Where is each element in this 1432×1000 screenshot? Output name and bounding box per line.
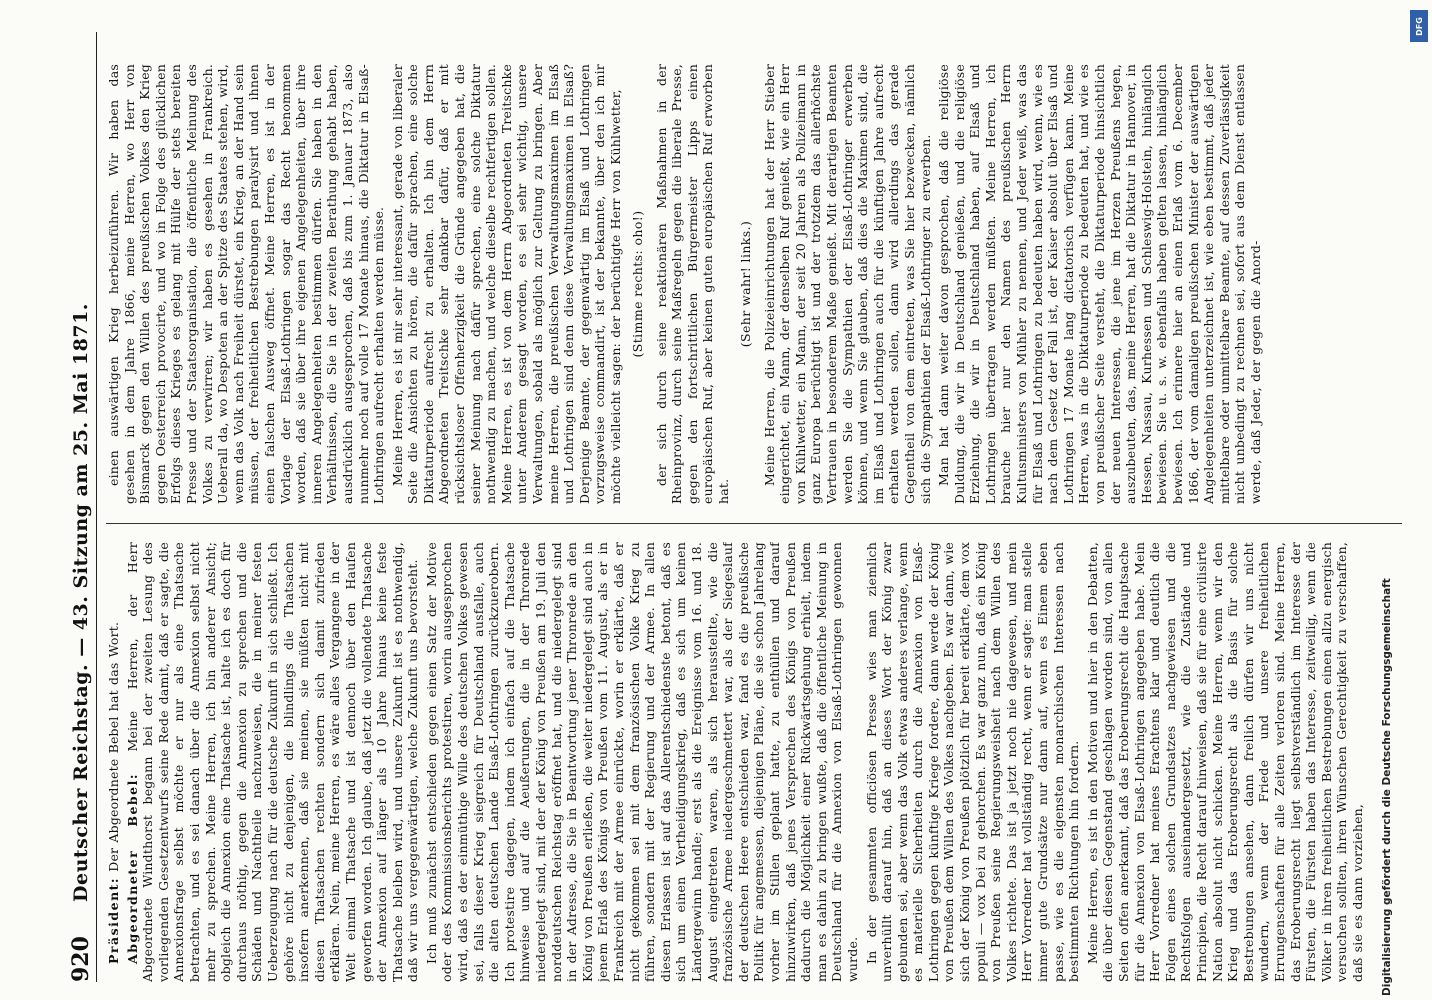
paragraph-text: Man hat dann weiter davon gesprochen, daß die religiöse Duldung, die wir in Deutschland genießen, und die religiöse Erziehung, die wir in Deutschland haben, auf Elsaß und Lothringen übertragen werden müßten. Meine Herren, ich brauche hier nur den Namen des preußischen Herrn Kultusministers von Mühler zu nennen, und Jeder weiß, was das für Elsaß und Lothringen zu bedeuten haben wird, wenn, wie es nach dem Gesetz der Fall ist, der Kaiser absolut über Elsaß und Lothringen 17 Monate lang dictatorisch verfügen kann. Meine Herren, was in die Diktaturperiode zu bedeuten hat, und wie es von preußischer Seite versteht, die Diktaturperiode hinsichtlich der neuen Interessen, die jene im Herzen Preußens hegen, auszubeuten, das, meine Herren, hat die Diktatur in Hannover, in Hessen, Nassau, Kurhessen und Schleswig-Holstein, hinlänglich bewiesen. Sie u. s. w. ebenfalls haben gelten lassen, hinlänglich bewiesen. Ich erinnere hier an einen Erlaß vom 6. December 1866, der vom damaligen preußischen Minister der auswärtigen Angelegenheiten unterzeichnet ist, wie eben bestimmt, daß jeder mittelbare oder unmittelbare Beamte, auf dessen Zuverlässigkeit nicht unbedingt zu rechnen sei, sofort aus dem Dienst entlassen werde, daß Jeder, der gegen die Anord- (936, 64, 1263, 504)
speech-paragraph (390, 64, 624, 504)
paragraph-text: Meine Herren, die Polizeieinrichtungen hat der Herr Stieber eingerichtet, ein Mann, der denselben Ruf genießt, wie ein Herr von Kühlwetter, ein Mann, der seit 20 Jahren als Polizeimann in ganz Europa berüchtigt ist und der trotzdem das allerhöchste Vertrauen in besonderem Maße genießt. Mit derartigen Beamten werden Sie die Sympathien der Elsaß-Lothringer erwerben können, und wenn Sie glauben, daß dies die Maximen sind, die im Elsaß und Lothringen auch für die künftigen Jahre aufrecht erhalten werden sollen, dann wird allerdings das gerade Gegentheil von dem eintreten, was Sie hier bezwecken, nämlich sich die Sympathien der Elsaß-Lothringer zu erwerben. (761, 64, 933, 504)
speech-paragraph (125, 542, 421, 982)
stage-direction: (Sehr wahr! links.) (737, 220, 753, 348)
dfg-badge-label: DFG (1414, 16, 1424, 36)
running-head-title: Deutscher Reichstag. — 43. Sitzung am 25. Mai 1871. (70, 303, 92, 902)
speech-paragraph (936, 64, 1263, 504)
paragraph-text: der sich durch seine reaktionären Maßnahmen in der Rheinprovinz, durch seine Maßregeln gegen die liberale Presse, gegen den fortschrittlichen Bürgermeister Lipps einen europäischen Ruf, aber keinen guten europäischen Ruf erworben hat. (653, 64, 731, 504)
speech-paragraph (106, 542, 122, 982)
left-text-column (106, 542, 1402, 982)
column-divider (106, 523, 1402, 524)
paragraph-text: Meine Herren, es ist mir sehr interessant, gerade von liberaler Seite die Ansichten zu hören, die dafür sprachen, eine solche Diktaturperiode aufrecht zu erhalten. Ich bin dem Herrn Abgeordneten Treitschke sehr dankbar dafür, daß er mit rücksichtsloser Offenherzigkeit die Gründe angegeben hat, die seiner Meinung nach dafür sprechen, eine solche Diktatur nothwendig zu machen, und welche dieselbe rechtfertigen sollen. Meine Herren, es ist von dem Herrn Abgeordneten Treitschke unter Anderem gesagt worden, es sei sehr wichtig, unsere Verwaltungen, sobald als möglich zur Geltung zu bringen. Aber meine Herren, die preußischen Verwaltungsmaximen im Elsaß und Lothringen sind denn diese Verwaltungsmaximen in Elsaß? Derjenige Beamte, der gegenwärtig im Elsaß und Lothringen vorzugsweise commandirt, ist der bekannte, über den ich mir möchte vielleicht sagen: der berüchtigte Herr von Kühlwetter, (389, 64, 623, 504)
paragraph-text: Der Abgeordnete Bebel hat das Wort. (106, 621, 121, 872)
running-head (66, 32, 97, 982)
stage-direction: (Stimme rechts: oho!) (629, 210, 645, 358)
paragraph-text: einen auswärtigen Krieg herbeizuführen. Wir haben das gesehen in dem Jahre 1866, meine Herren, wo Herr von Bismarck gegen den Willen des preußischen Volkes den Krieg gegen Oesterreich provocirte, und wo in Folge des glücklichen Erfolgs dieses Krieges es gelang mit Hülfe der stets bereiten Presse und der Staatsorganisation, die öffentliche Meinung des Volkes zu verwirren; wir haben es gesehen in Frankreich. Ueberall da, wo Despoten an der Spitze des Staates stehen, wird, wenn das Volk nach Freiheit dürstet, ein Krieg, an der Hand sein müssen, der freiheitlichen Bestrebungen paralysirt und ihnen einen falschen Ausweg öffnet. Meine Herren, es ist in der Vorlage der Elsaß-Lothringen sogar das Recht benommen worden, daß sie über ihre eigenen Angelegenheiten, über ihre inneren Angelegenheiten bestimmen dürfen. Sie haben in den Verhältnissen, die Sie in der zweiten Berathung gehabt haben, ausdrücklich ausgesprochen, daß bis zum 1. Januar 1873, also nunmehr noch auf volle 17 Monate hinaus, die Diktatur in Elsaß-Lothringen aufrecht erhalten werden müsse. (106, 64, 387, 504)
speech-paragraph (864, 542, 1082, 982)
paragraph-text: In der gesammten officiösen Presse wies man ziemlich unverhüllt darauf hin, daß an dieses Wort der König zwar gebunden sei, aber wenn das Volk etwas anderes verlange, wenn es materielle Sicherheiten durch die Annexion von Elsaß-Lothringen gegen künftige Kriege fordere, dann werde der König von Preußen dem Willen des Volkes nachgeben. Es war dann, wie sich der König von Preußen plötzlich für bereit erklärte, dem vox populi — vox Dei zu gehorchen. Es war ganz nun, daß ein König von Preußen seine Regierungsweisheit nach dem Willen des Volkes richtete. Das ist ja jetzt noch nie dagewesen, und mein Herr Vorredner hat vollständig recht, wenn er sagte: man stelle immer gute Grundsätze nur dann auf, wenn es Einem eben passe, wie es die eigensten monarchischen Interessen nach bestimmten Richtungen hin fordern. (863, 542, 1082, 982)
right-text-column (106, 64, 1402, 504)
paragraph-text: Meine Herren, der Herr Abgeordnete Windthorst begann bei der zweiten Lesung des vorliegenden Gesetzentwurfs seine Rede damit, daß er sagte, die Annexionsfrage selbst möchte er nur als eine Thatsache betrachten, und es sei danach über die Annexion selbst nicht mehr zu sprechen. Meine Herren, ich bin anderer Ansicht; obgleich die Annexion eine Thatsache ist, halte ich es doch für durchaus nöthig, gegen die Annexion zu sprechen und die Schäden und Nachtheile nachzuweisen, die in meiner festen Ueberzeugung nach für die deutsche Zukunft in sich schließt. Ich gehöre nicht zu denjenigen, die blindlings die Thatsachen insofern anerkennen, daß sie meinen, sie müßten nicht mit diesen Thatsachen rechten sondern sich damit zufrieden erklären. Nein, meine Herren, es wäre alles Vergangene in der Welt einmal Thatsache und ist dennoch über den Haufen geworfen worden. Ich glaube, daß jetzt die vollendete Thatsache der Annexion auf länger als 10 Jahre hinaus keine feste Thatsache bleiben wird, und unsere Zukunft ist es nothwendig, daß wir uns vergegenwärtigen, welche Zukunft uns bevorsteht. (124, 542, 421, 982)
digitization-credit: Digitalisierung gefördert durch die Deutsche Forschungsgemeinschaft (1381, 578, 1393, 996)
speech-paragraph (762, 64, 934, 504)
rotated-page-sheet (66, 32, 1412, 982)
speech-paragraph (424, 542, 861, 982)
dfg-logo-badge (1410, 10, 1428, 42)
speaker-name: Präsident: (106, 876, 121, 964)
speech-paragraph (106, 64, 387, 504)
speech-paragraph (654, 64, 732, 504)
speech-paragraph (1085, 542, 1366, 982)
paragraph-text: Ich muß zunächst entschieden gegen einen Satz der Motive oder des Kommissionsberichts protestiren, worin ausgesprochen wird, daß es der einmüthige Wille des deutschen Volkes gewesen sei, falls dieser Krieg siegreich für Deutschland ausfalle, auch die alten deutschen Lande Elsaß-Lothringen zurückzuerobern. Ich protestire dagegen, indem ich einfach auf die Thatsache hinweise und auf die Aeußerungen, die in der Thronrede niedergelegt sind, mit der der König von Preußen am 19. Juli den norddeutschen Reichstag eröffnet hat, und die niedergelegt sind in der Adresse, die Sie in Beantwortung jener Thronrede an den König von Preußen erließen, die weiter niedergelegt sind auch in jenem Erlaß des Königs von Preußen vom 11. August, als er in Frankreich mit der Armee einrückte, worin er erklärte, daß er nicht gekommen sei mit dem französischen Volke Krieg zu führen, sondern mit der Regierung und der Armee. In allen diesen Erlassen ist auf das Allerentschiedenste betont, daß es sich um einen Vertheidigungskrieg, daß es sich um keinen Ländergewinn handle; erst als die Ereignisse vom 16. und 18. August eingetreten waren, als sich herausstellte, wie die französische Armee niedergeschmettert war, als der Siegeslauf der deutschen Heere entschieden war, fand es die preußische Politik für angemessen, diejenigen Pläne, die sie schon Jahrelang vorher im Stillen geplant hatte, zu enthüllen und darauf hinzuwirken, daß jenes Versprechen des Königs von Preußen dadurch die Möglichkeit einer Rückwärtsgehung erhielt, indem man es dahin zu bringen wußte, daß die öffentliche Meinung in Deutschland für die Annexion von Elsaß-Lothringen gewonnen wurde. (423, 542, 860, 982)
paragraph-text: Meine Herren, es ist in den Motiven und hier in den Debatten, die über diesen Gegenstand geschlagen worden sind, von allen Seiten offen anerkannt, daß das Eroberungsrecht die Hauptsache für die Annexion von Elsaß-Lothringen angegeben habe. Mein Herr Vorredner hat meines Erachtens klar und deutlich die Folgen eines solchen Grundsatzes nachgewiesen und die Rechtsfolgen auseinandergesetzt, wie die Zustände und Principien, die Recht darauf hinweisen, daß sie für eine civilisirte Nation absolut nicht schicken. Meine Herren, wenn wir den Krieg und das Eroberungsrecht als die Basis für solche Bestrebungen ansehen, dann freilich dürfen wir uns nicht wundern, wenn der Friede und unsere freiheitlichen Errungenschaften für alle Zeiten verloren sind. Meine Herren, das Eroberungsrecht liegt selbstverständlich im Interesse der Fürsten, die Fürsten haben das Interesse, zeitweilig, wenn die Völker in ihren freiheitlichen Bestrebungen einen allzu energisch versuchen sollten, ihren Wünschen Gerechtigkeit zu verschaffen, daß sie es dann vorziehen, (1084, 542, 1365, 982)
speaker-name: Abgeordneter Bebel: (124, 773, 140, 964)
page-number: 920 (68, 936, 94, 982)
